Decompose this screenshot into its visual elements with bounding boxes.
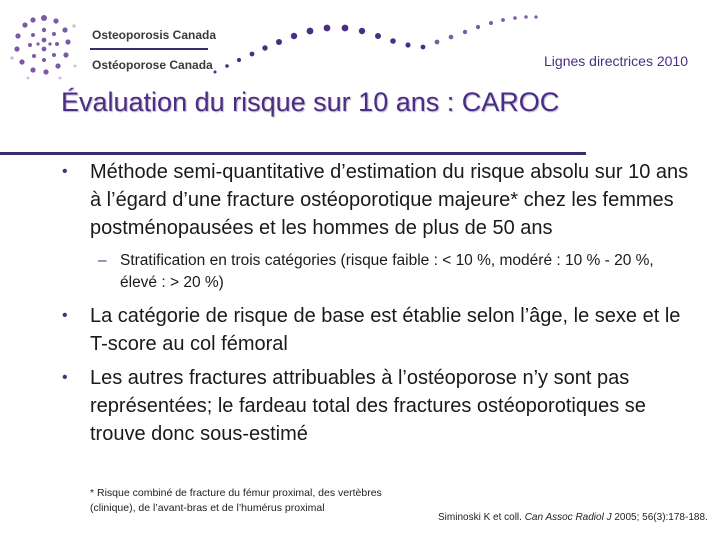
bullet-marker: • xyxy=(62,307,68,324)
org-name-english: Osteoporosis Canada xyxy=(92,28,217,42)
sub-bullet-marker: – xyxy=(98,252,107,269)
title-underline xyxy=(0,152,586,155)
sub-bullet-risk-categories xyxy=(98,250,692,294)
bullet-item-caroc-method xyxy=(62,158,692,242)
citation-details: 2005; 56(3):178-188. xyxy=(614,512,708,523)
bullet-item-other-fractures xyxy=(62,364,692,448)
bullet-marker: • xyxy=(62,369,68,386)
citation-journal: Can Assoc Radiol J xyxy=(524,512,612,523)
footnote: * Risque combiné de fracture du fémur proximal, des vertèbres (clinique), de l’avant-bras et de l’humérus proximal xyxy=(90,487,382,514)
org-divider xyxy=(90,48,208,50)
org-name-french: Ostéoporose Canada xyxy=(92,58,213,72)
osteoporosis-canada-logo xyxy=(8,12,80,84)
bullet-item-base-category xyxy=(62,302,692,358)
guideline-label: Lignes directrices 2010 xyxy=(544,53,688,69)
bullet-text: La catégorie de risque de base est établie selon l’âge, le sexe et le T-score au col fémoral xyxy=(90,305,681,355)
sub-bullet-text: Stratification en trois catégories (risque faible : < 10 %, modéré : 10 % - 20 %, élevé : > 20 %) xyxy=(120,252,654,291)
citation-authors: Siminoski K et coll. xyxy=(438,512,522,523)
bullet-marker: • xyxy=(62,163,68,180)
decorative-dot-arc xyxy=(205,10,545,80)
bullet-text: Méthode semi-quantitative d’estimation du risque absolu sur 10 ans à l’égard d’une fracture ostéoporotique majeure* chez les femmes postménopausées et les hommes de plus de 50 ans xyxy=(90,161,689,239)
bullet-list xyxy=(62,158,692,448)
citation xyxy=(438,512,708,523)
slide-title: Évaluation du risque sur 10 ans : CAROC xyxy=(61,87,560,117)
bullet-text: Les autres fractures attribuables à l’ostéoporose n’y sont pas représentées; le fardeau total des fractures ostéoporotiques se trouve donc sous-estimé xyxy=(90,367,646,445)
